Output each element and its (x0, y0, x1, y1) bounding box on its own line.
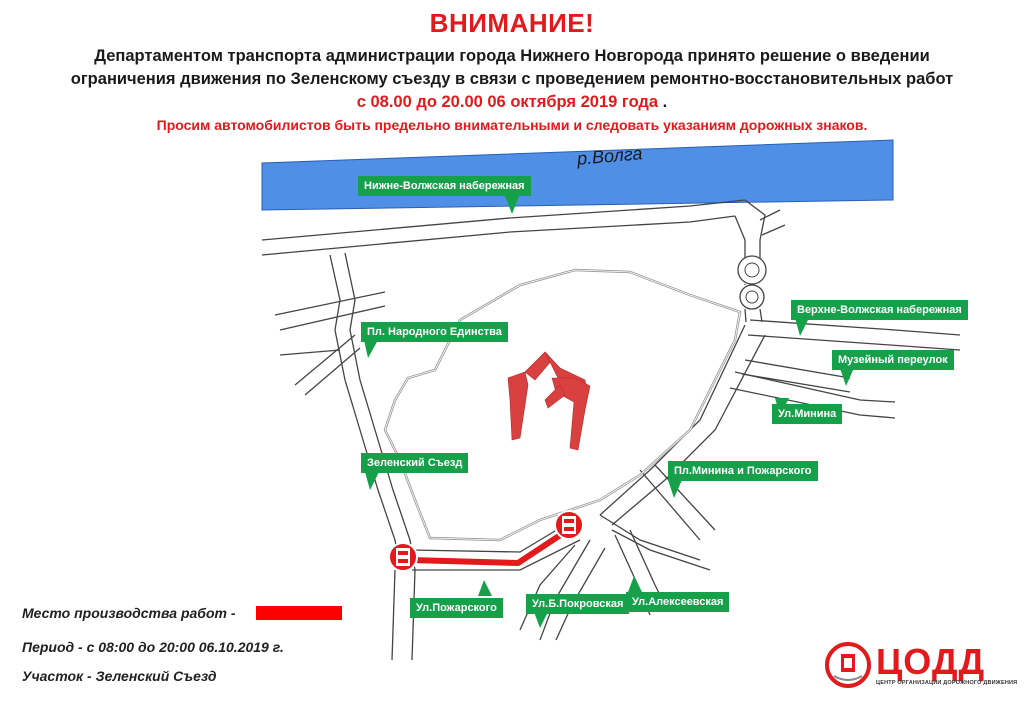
label-pozharskogo: Ул.Пожарского (410, 598, 503, 618)
notice-date-end: . (658, 93, 668, 111)
notice-line-2: ограничения движения по Зеленскому съезду в связи с проведением ремонтно-восстановительных работ (70, 70, 954, 88)
roads (262, 200, 960, 660)
legend-period: Период - с 08:00 до 20:00 06.10.2019 г. (22, 639, 284, 655)
label-pokrovskaya: Ул.Б.Покровская (526, 594, 629, 614)
logo-name: ЦОДД (876, 641, 986, 682)
roundabout-1 (738, 256, 766, 284)
label-muzeyny: Музейный переулок (832, 350, 954, 370)
roundabout-2 (740, 285, 764, 309)
legend-section: Участок - Зеленский Съезд (22, 668, 217, 684)
label-alekseevskaya: Ул.Алексеевская (626, 592, 729, 612)
legend-work-bar (256, 606, 342, 620)
label-minina: Ул.Минина (772, 404, 842, 424)
label-verkhne-volzhskaya: Верхне-Волжская набережная (791, 300, 968, 320)
notice-line-1: Департаментом транспорта администрации города Нижнего Новгорода принято решение о введении (94, 47, 930, 65)
label-pl-minina: Пл.Минина и Пожарского (668, 461, 818, 481)
notice-warning: Просим автомобилистов быть предельно внимательными и следовать указаниям дорожных знаков. (156, 117, 868, 133)
river-label: р.Волга (576, 143, 644, 169)
label-zelensky: Зеленский Съезд (361, 453, 468, 473)
legend-work-place: Место производства работ - (22, 605, 236, 621)
codd-logo (824, 640, 1018, 690)
kremlin-symbol (508, 352, 590, 450)
label-nizhne-volzhskaya: Нижне-Волжская набережная (358, 176, 531, 196)
label-pl-narodnogo-edinstva: Пл. Народного Единства (361, 322, 508, 342)
alert-title: ВНИМАНИЕ! (429, 8, 595, 38)
notice-date: с 08.00 до 20.00 06 октября 2019 года (356, 93, 659, 111)
logo-subtitle: ЦЕНТР ОРГАНИЗАЦИИ ДОРОЖНОГО ДВИЖЕНИЯ (876, 680, 1018, 686)
codd-emblem-icon (824, 640, 874, 690)
